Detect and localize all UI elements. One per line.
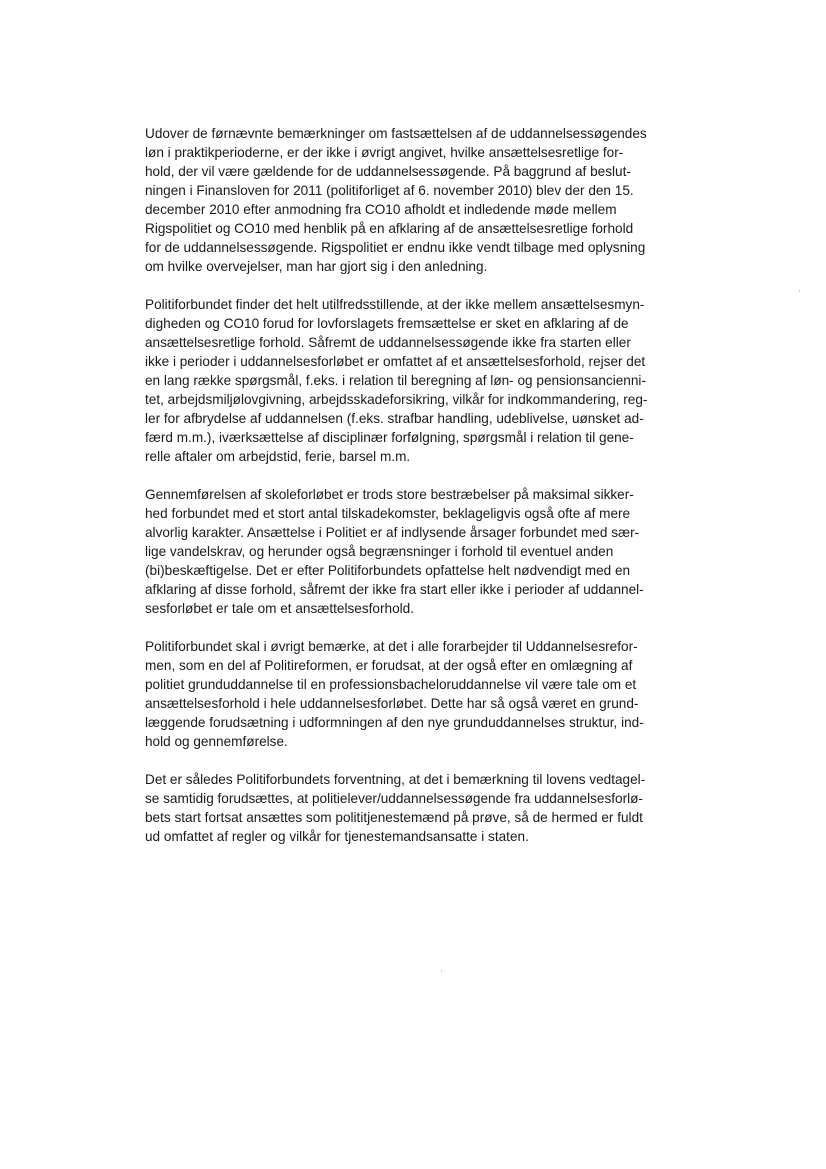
- paragraph-line: om hvilke overvejelser, man har gjort sig i den anledning.: [145, 259, 488, 274]
- paragraph-line: se samtidig forudsættes, at politielever/uddannelsessøgende fra uddannelsesforlø-: [145, 791, 643, 806]
- paragraph-line: hed forbundet med et stort antal tilskadekomster, beklageligvis også ofte af mere: [145, 506, 631, 521]
- paragraph-line: Udover de førnævnte bemærkninger om fastsættelsen af de uddannelsessøgendes: [145, 126, 647, 141]
- paragraph-line: men, som en del af Politireformen, er forudsat, at der også efter en omlægning af: [145, 658, 633, 673]
- paragraph-line: bets start fortsat ansættes som polititjenestemænd på prøve, så de hermed er fuldt: [145, 810, 643, 825]
- paragraph-line: ikke i perioder i uddannelsesforløbet er omfattet af et ansættelsesforhold, rejser det: [145, 354, 646, 369]
- paragraph-line: tet, arbejdsmiljølovgivning, arbejdsskadeforsikring, vilkår for indkommandering, reg-: [145, 392, 648, 407]
- paragraph-line: læggende forudsætning i udformningen af den nye grunduddannelses struktur, ind-: [145, 715, 644, 730]
- paragraph-line: færd m.m.), iværksættelse af disciplinær forfølgning, spørgsmål i relation til gene-: [145, 430, 634, 445]
- paragraph-line: ud omfattet af regler og vilkår for tjenestemandsansatte i staten.: [145, 829, 529, 844]
- paragraph-line: lige vandelskrav, og herunder også begrænsninger i forhold til eventuel anden: [145, 544, 614, 559]
- paragraph-line: alvorlig karakter. Ansættelse i Politiet er af indlysende årsager forbundet med sær-: [145, 525, 640, 540]
- paragraph: [145, 637, 745, 751]
- scan-speck: [441, 970, 442, 972]
- scan-speck: [799, 290, 800, 292]
- paragraph: [145, 124, 745, 276]
- paragraph-line: ningen i Finansloven for 2011 (politiforliget af 6. november 2010) blev der den 15.: [145, 183, 634, 198]
- paragraph-line: hold, der vil være gældende for de uddannelsessøgende. På baggrund af beslut-: [145, 164, 631, 179]
- paragraph-line: Det er således Politiforbundets forventning, at det i bemærkning til lovens vedtagel-: [145, 772, 646, 787]
- paragraph: [145, 770, 745, 846]
- paragraph-line: ansættelsesforhold i hele uddannelsesforløbet. Dette har så også været en grund-: [145, 696, 639, 711]
- paragraph-line: december 2010 efter anmodning fra CO10 afholdt et indledende møde mellem: [145, 202, 617, 217]
- paragraph-line: ler for afbrydelse af uddannelsen (f.eks. strafbar handling, udeblivelse, uønsket ad-: [145, 411, 644, 426]
- paragraph-line: hold og gennemførelse.: [145, 734, 288, 749]
- paragraph: [145, 295, 745, 466]
- paragraph-line: relle aftaler om arbejdstid, ferie, barsel m.m.: [145, 449, 411, 464]
- paragraph-line: Gennemførelsen af skoleforløbet er trods store bestræbelser på maksimal sikker-: [145, 487, 634, 502]
- paragraph-line: politiet grunduddannelse til en professionsbacheloruddannelse vil være tale om et: [145, 677, 637, 692]
- paragraph-line: digheden og CO10 forud for lovforslagets fremsættelse er sket en afklaring af de: [145, 316, 629, 331]
- paragraph-line: (bi)beskæftigelse. Det er efter Politiforbundets opfattelse helt nødvendigt med en: [145, 563, 631, 578]
- paragraph-line: ansættelsesretlige forhold. Såfremt de uddannelsessøgende ikke fra starten eller: [145, 335, 631, 350]
- paragraph-line: Rigspolitiet og CO10 med henblik på en afklaring af de ansættelsesretlige forhold: [145, 221, 634, 236]
- document-body: [145, 124, 745, 865]
- paragraph-line: løn i praktikperioderne, er der ikke i øvrigt angivet, hvilke ansættelsesretlige for-: [145, 145, 624, 160]
- paragraph: [145, 485, 745, 618]
- paragraph-line: afklaring af disse forhold, såfremt der ikke fra start eller ikke i perioder af uddannel-: [145, 582, 644, 597]
- paragraph-line: for de uddannelsessøgende. Rigspolitiet er endnu ikke vendt tilbage med oplysning: [145, 240, 646, 255]
- paragraph-line: sesforløbet er tale om et ansættelsesforhold.: [145, 601, 414, 616]
- paragraph-line: Politiforbundet finder det helt utilfredsstillende, at der ikke mellem ansættelsesmyn-: [145, 297, 645, 312]
- paragraph-line: en lang række spørgsmål, f.eks. i relation til beregning af løn- og pensionsancienni-: [145, 373, 646, 388]
- paragraph-line: Politiforbundet skal i øvrigt bemærke, at det i alle forarbejder til Uddannelsesrefor-: [145, 639, 638, 654]
